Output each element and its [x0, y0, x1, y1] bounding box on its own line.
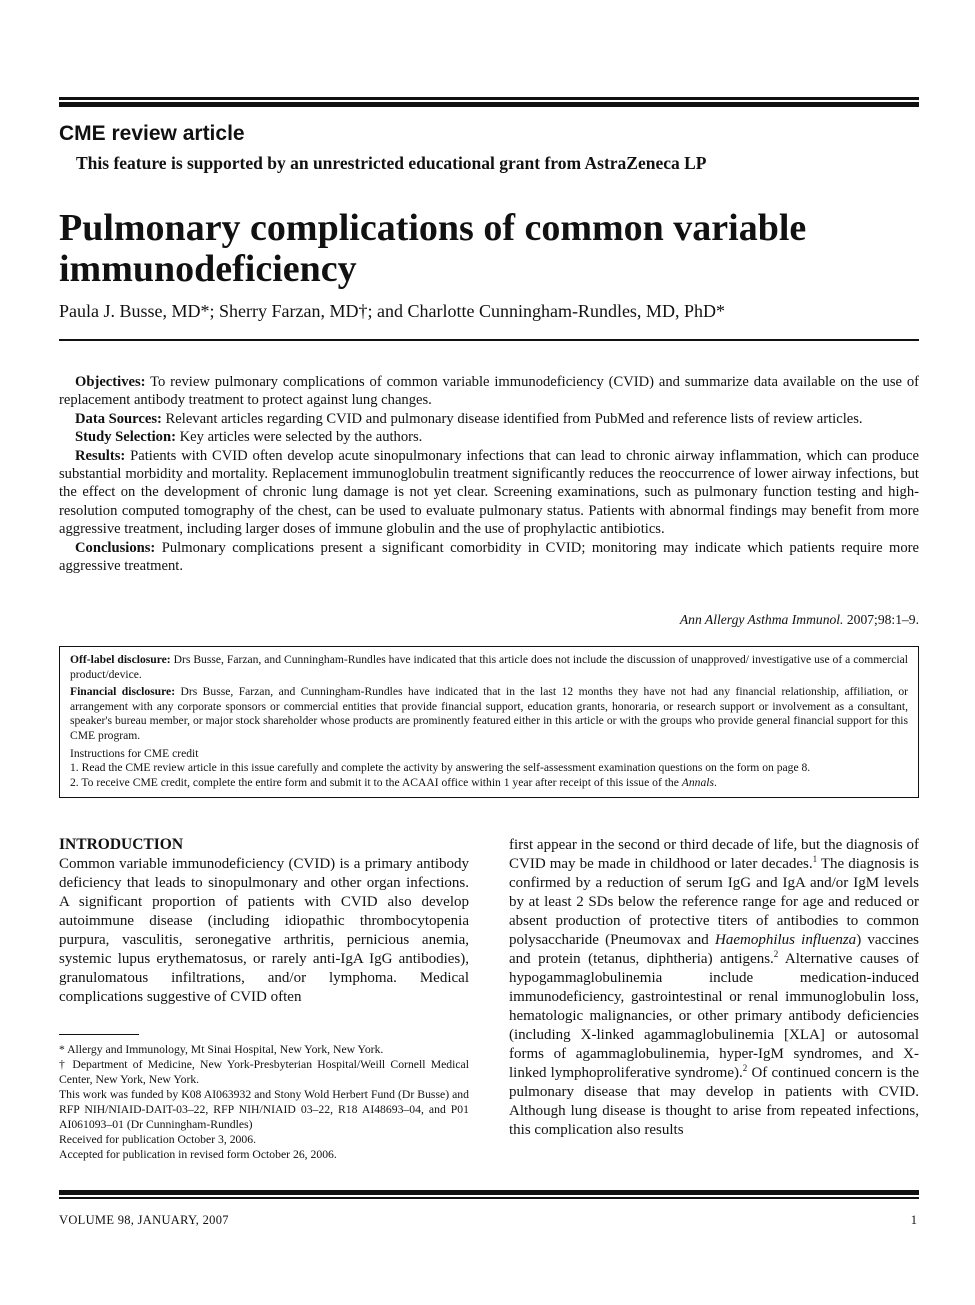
study-selection-label: Study Selection:: [75, 429, 176, 446]
right-text-1: first appear in the second or third decade of life, but the diagnosis of CVID may be made in childhood or later decades.: [509, 837, 919, 872]
financial-text: Drs Busse, Farzan, and Cunningham-Rundles have indicated that in the last 12 months they have not had any financial relationship, affiliation, or arrangement with any corporate sponsors or commercial entities that provide financial support, education grants, honoraria, or research support or involvement as a consultant, speaker's bureau member, or major stock shareholder whose products are prominently featured either in this article or with the groups who provide general financial support for this CME program.: [70, 685, 908, 742]
offlabel-label: Off-label disclosure:: [70, 653, 171, 666]
reference-2[interactable]: 2: [773, 949, 779, 959]
title-divider: [59, 339, 919, 341]
abstract-data-sources: [59, 410, 919, 428]
objectives-label: Objectives:: [75, 374, 146, 390]
financial-disclosure: [70, 685, 908, 743]
accepted-date: Accepted for publication in revised form October 26, 2006.: [59, 1148, 337, 1161]
citation: [680, 612, 919, 628]
abstract-results: [59, 447, 919, 539]
footnote-separator: [59, 1034, 139, 1035]
citation-details: 2007;98:1–9.: [843, 612, 919, 627]
instruction-item-2: [70, 776, 908, 791]
data-sources-label: Data Sources:: [75, 410, 162, 427]
header-rule-thick-2: [59, 102, 919, 107]
funding-note: This work was funded by K08 AI063932 and Stony Wold Herbert Fund (Dr Busse) and RFP NIH/NIAID-DAIT-03–22, RFP NIH/NIAID 03–22, R18 AI48693–04, and P01 AI061093–01 (Dr Cunningham-Rundles): [59, 1088, 469, 1131]
right-text-5: Of continued concern is the pulmonary disease that may develop in patients with CVID. Although lung disease is thought to arise from repeated infections, this complication also results: [509, 1065, 919, 1138]
citation-journal: Ann Allergy Asthma Immunol.: [679, 612, 844, 627]
instruction-item-1: 1. Read the CME review article in this issue carefully and complete the activity by answering the self-assessment examination questions on the form on page 8.: [70, 761, 811, 775]
abstract-objectives: [59, 373, 919, 410]
right-text-4: Alternative causes of hypogammaglobulinemia include medication-induced immunodeficiency, gastrointestinal or renal immunoglobulin loss, hematologic malignancies, or other primary antibody deficiencies (including X-linked agammaglobulinemia [XLA] or autosomal forms of agammaglobulinemia, hyper-IgM syndromes, and X-linked lymphoproliferative syndrome).: [509, 951, 919, 1081]
instructions-title: Instructions for CME credit: [70, 746, 199, 760]
header-rule-thick: [59, 97, 919, 100]
body-column-left: [59, 835, 469, 1007]
right-text-2: The diagnosis is confirmed by a reduction of serum IgG and IgA and/or IgM levels by at least 2 SDs below the reference range for age and reduced or absent production of protective titers of antibodies to common polysaccharide (Pneumovax and: [509, 856, 919, 948]
author-list: Paula J. Busse, MD*; Sherry Farzan, MD†; and Charlotte Cunningham-Rundles, MD, PhD*: [59, 301, 725, 321]
instruction-2-suffix: .: [713, 775, 717, 789]
instruction-2-journal: Annals: [681, 775, 714, 789]
footnotes: [59, 1042, 469, 1162]
section-heading: INTRODUCTION: [59, 836, 184, 853]
right-text-3: ) vaccines and protein (tetanus, diphtheria) antigens.: [509, 932, 920, 967]
abstract-conclusions: [59, 539, 919, 576]
footer-rule-thin: [59, 1197, 919, 1199]
abstract: [59, 373, 919, 575]
conclusions-label: Conclusions:: [75, 539, 156, 556]
disclosure-box: [59, 646, 919, 798]
body-column-right: [509, 836, 919, 1140]
received-date: Received for publication October 3, 2006.: [59, 1133, 257, 1146]
data-sources-text: Relevant articles regarding CVID and pulmonary disease identified from PubMed and reference lists of review articles.: [165, 410, 863, 427]
intro-continued-paragraph: [509, 836, 919, 1140]
conclusions-text: Pulmonary complications present a significant comorbidity in CVID; monitoring may indicate which patients require more aggressive treatment.: [59, 539, 919, 575]
results-label: Results:: [75, 447, 126, 464]
study-selection-text: Key articles were selected by the authors.: [179, 429, 423, 446]
intro-paragraph: Common variable immunodeficiency (CVID) is a primary antibody deficiency that leads to sinopulmonary and other organ infections. A significant proportion of patients with CVID also develop autoimmune disease (including idiopathic thrombocytopenia purpura, vasculitis, seronegative arthritis, pernicious anemia, systemic lupus erythematosus, or rarely anti-IgA IgG antibodies), granulomatous infiltrations, and/or lymphoma. Medical complications suggestive of CVID often: [59, 856, 469, 1005]
financial-label: Financial disclosure:: [70, 685, 176, 699]
abstract-study-selection: [59, 428, 919, 446]
reference-1[interactable]: 1: [812, 854, 818, 864]
offlabel-text: Drs Busse, Farzan, and Cunningham-Rundles have indicated that this article does not include the discussion of unapproved/ investigative use of a commercial product/device.: [70, 653, 908, 681]
volume-info: VOLUME 98, JANUARY, 2007: [59, 1213, 229, 1227]
section-label: CME review article: [59, 122, 245, 145]
footer-rule-thick: [59, 1190, 919, 1195]
affiliation-1: * Allergy and Immunology, Mt Sinai Hospital, New York, New York.: [59, 1043, 384, 1056]
objectives-text: To review pulmonary complications of common variable immunodeficiency (CVID) and summarize data available on the use of replacement antibody treatment to protect against lung changes.: [59, 374, 919, 409]
instruction-2-prefix: 2. To receive CME credit, complete the entire form and submit it to the ACAAI office within 1 year after receipt of this issue of the: [70, 775, 682, 789]
right-italic: Haemophilus influenza: [715, 932, 857, 948]
offlabel-disclosure: [70, 653, 908, 682]
reference-3[interactable]: 2: [742, 1063, 748, 1073]
grant-note: This feature is supported by an unrestricted educational grant from AstraZeneca LP: [76, 153, 707, 173]
page-number: 1: [910, 1213, 917, 1227]
results-text: Patients with CVID often develop acute sinopulmonary infections that can lead to chronic airway inflammation, which can produce substantial morbidity and mortality. Replacement immunoglobulin treatment significantly reduces the reoccurrence of lower airway infections, but the effect on the development of chronic lung damage is not yet clear. Screening examinations, such as pulmonary function testing and high-resolution computed tomography of the chest, can be used to evaluate pulmonary status. Patients with abnormal findings may benefit from more aggressive treatment, including larger doses of immune globulin and the use of prophylactic antibiotics.: [59, 447, 919, 538]
affiliation-2: † Department of Medicine, New York-Presbyterian Hospital/Weill Cornell Medical Center, New York, New York.: [59, 1058, 469, 1086]
article-title: Pulmonary complications of common variable immunodeficiency: [59, 207, 807, 290]
